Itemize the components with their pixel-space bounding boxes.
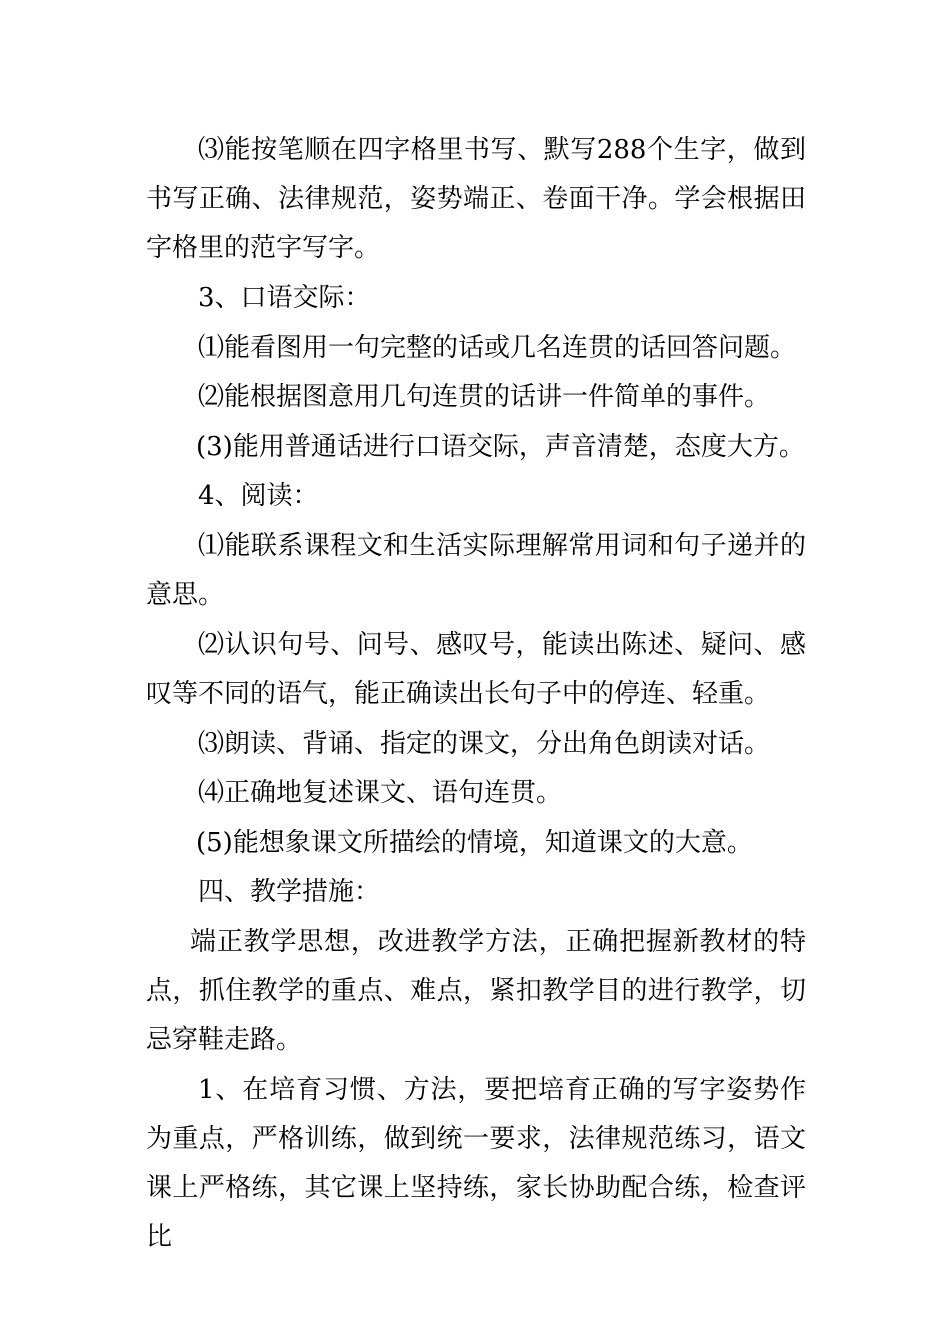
paragraph-writing-goal: ⑶能按笔顺在四字格里书写、默写288个生字，做到书写正确、法律规范，姿势端正、卷面干净。学会根据田字格里的范字写字。 <box>146 135 806 263</box>
paragraph-reading-item-3: ⑶朗读、背诵、指定的课文，分出角色朗读对话。 <box>198 729 771 759</box>
heading-teaching-measures: 四、教学措施： <box>198 877 381 907</box>
paragraph-teaching-intro: 端正教学思想，改进教学方法，正确把握新教材的特点，抓住教学的重点、难点，紧扣教学目的进行教学，切忌穿鞋走路。 <box>146 927 806 1055</box>
paragraph-oral-item-1: ⑴能看图用一句完整的话或几名连贯的话回答问题。 <box>198 333 797 363</box>
heading-reading: 4、阅读： <box>198 481 319 511</box>
paragraph-reading-item-4: ⑷正确地复述课文、语句连贯。 <box>198 778 563 808</box>
paragraph-oral-item-2: ⑵能根据图意用几句连贯的话讲一件简单的事件。 <box>198 382 771 412</box>
paragraph-measure-1: 1、在培育习惯、方法，要把培育正确的写字姿势作为重点，严格训练，做到统一要求，法律规范练习，语文课上严格练，其它课上坚持练，家长协助配合练，检查评比 <box>146 1075 806 1252</box>
paragraph-reading-item-5: (5)能想象课文所描绘的情境，知道课文的大意。 <box>196 828 753 858</box>
paragraph-oral-item-3: (3)能用普通话进行口语交际，声音清楚，态度大方。 <box>196 432 805 462</box>
paragraph-reading-item-2: ⑵认识句号、问号、感叹号，能读出陈述、疑问、感叹等不同的语气，能正确读出长句子中的停连、轻重。 <box>146 630 806 709</box>
paragraph-reading-item-1: ⑴能联系课程文和生活实际理解常用词和句子递并的意思。 <box>146 531 806 610</box>
heading-oral-communication: 3、口语交际： <box>198 283 371 313</box>
